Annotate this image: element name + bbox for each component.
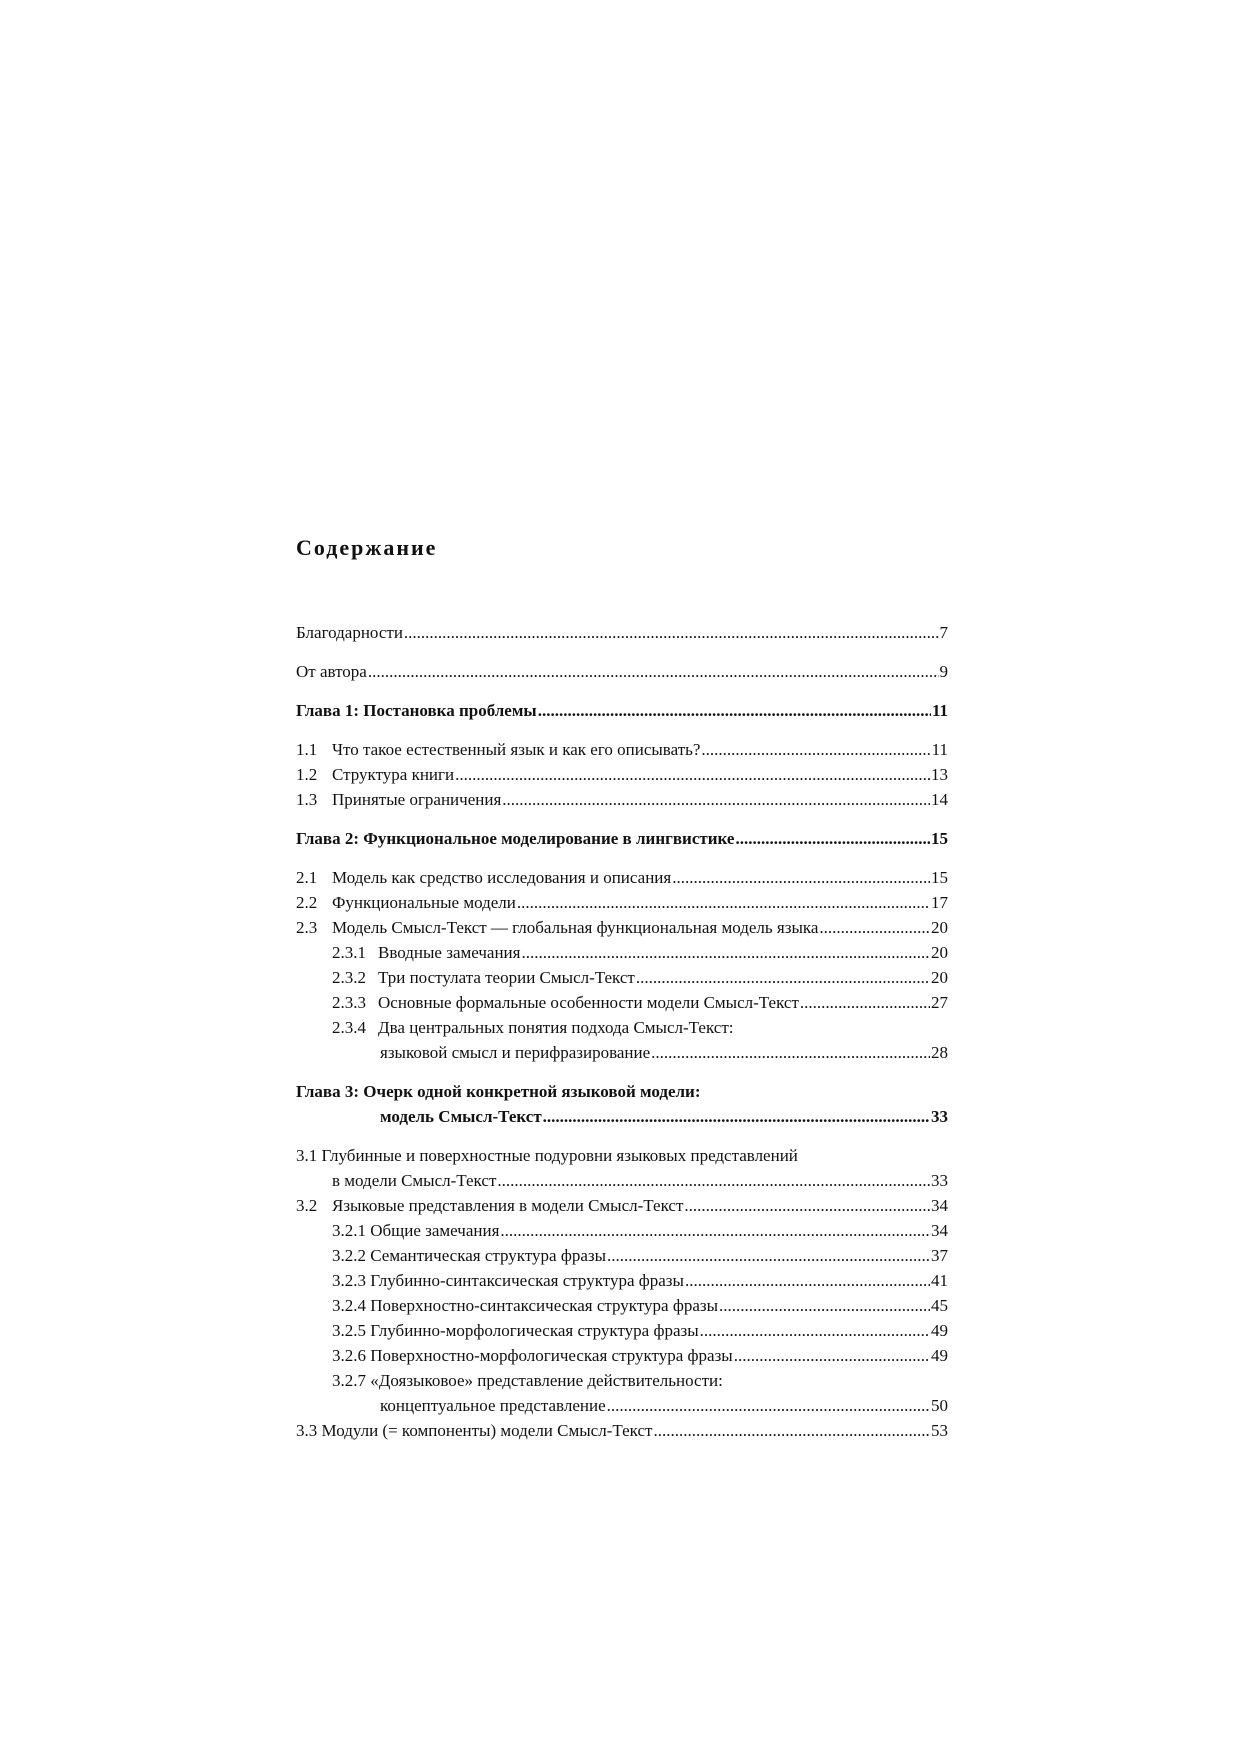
dot-leader bbox=[521, 940, 930, 965]
toc-entry-page: 49 bbox=[931, 1346, 948, 1365]
toc-entry-label: Глава 2: Функциональное моделирование в лингвистике bbox=[296, 829, 735, 848]
toc-subsection-2-3-4-cont[interactable] bbox=[296, 1040, 948, 1065]
dot-leader bbox=[455, 762, 930, 787]
dot-leader bbox=[538, 698, 931, 723]
toc-entry-page: 17 bbox=[931, 893, 948, 912]
toc-entry-page: 20 bbox=[931, 918, 948, 937]
toc-entry-label: 3.2.7 «Доязыковое» представление действительности: bbox=[332, 1371, 723, 1390]
toc-entry-page: 34 bbox=[931, 1221, 948, 1240]
toc-entry-label: 3.3 Модули (= компоненты) модели Смысл-Текст bbox=[296, 1421, 653, 1440]
toc-entry-page: 41 bbox=[931, 1271, 948, 1290]
toc-entry-label: Глава 1: Постановка проблемы bbox=[296, 701, 537, 720]
toc-section-3-1[interactable] bbox=[296, 1143, 948, 1168]
toc-entry-label: Принятые ограничения bbox=[332, 790, 502, 809]
toc-subsection-3-2-1[interactable] bbox=[296, 1218, 948, 1243]
toc-section-1-1[interactable] bbox=[296, 737, 948, 762]
toc-section-3-1-cont[interactable] bbox=[296, 1168, 948, 1193]
toc-subsection-2-3-1[interactable] bbox=[296, 940, 948, 965]
dot-leader bbox=[500, 1218, 930, 1243]
toc-subsection-3-2-5[interactable] bbox=[296, 1318, 948, 1343]
toc-subsection-3-2-7[interactable] bbox=[296, 1368, 948, 1393]
toc-entry-page: 11 bbox=[931, 740, 948, 759]
toc-entry-page: 15 bbox=[931, 868, 948, 887]
toc-entry-label: Три постулата теории Смысл-Текст bbox=[378, 968, 635, 987]
toc-entry-label: Два центральных понятия подхода Смысл-Текст: bbox=[378, 1018, 734, 1037]
dot-leader bbox=[607, 1243, 930, 1268]
dot-leader bbox=[719, 1293, 930, 1318]
table-of-contents bbox=[296, 620, 948, 1443]
toc-entry-number: 2.3.4 bbox=[332, 1018, 366, 1037]
toc-entry-page: 34 bbox=[931, 1196, 948, 1215]
page-title: Содержание bbox=[296, 535, 438, 560]
toc-entry-label: Глава 3: Очерк одной конкретной языковой модели: bbox=[296, 1082, 701, 1101]
toc-entry-number: 1.1 bbox=[296, 740, 318, 759]
toc-chapter-2[interactable] bbox=[296, 826, 948, 851]
dot-leader bbox=[404, 620, 939, 645]
toc-entry-label: 3.2.6 Поверхностно-морфологическая структура фразы bbox=[332, 1346, 733, 1365]
toc-entry-from-author[interactable] bbox=[296, 659, 948, 684]
toc-entry-label: Благодарности bbox=[296, 623, 403, 642]
toc-section-1-3[interactable] bbox=[296, 787, 948, 812]
dot-leader bbox=[735, 826, 930, 851]
toc-entry-label: в модели Смысл-Текст bbox=[332, 1171, 497, 1190]
toc-entry-label: 3.2.4 Поверхностно-синтаксическая структура фразы bbox=[332, 1296, 719, 1315]
toc-entry-page: 13 bbox=[931, 765, 948, 784]
toc-entry-label: От автора bbox=[296, 662, 367, 681]
toc-entry-page: 15 bbox=[931, 829, 948, 848]
toc-entry-page: 14 bbox=[931, 790, 948, 809]
dot-leader bbox=[517, 890, 930, 915]
toc-entry-label: концептуальное представление bbox=[380, 1396, 606, 1415]
toc-entry-label: Модель как средство исследования и описания bbox=[332, 868, 672, 887]
toc-entry-acknowledgements[interactable] bbox=[296, 620, 948, 645]
toc-subsection-2-3-4[interactable] bbox=[296, 1015, 948, 1040]
dot-leader bbox=[700, 1318, 930, 1343]
toc-entry-page: 11 bbox=[931, 701, 948, 720]
toc-subsection-3-2-3[interactable] bbox=[296, 1268, 948, 1293]
toc-entry-label: Структура книги bbox=[332, 765, 455, 784]
toc-entry-page: 20 bbox=[931, 943, 948, 962]
toc-entry-label: Языковые представления в модели Смысл-Текст bbox=[332, 1196, 684, 1215]
toc-entry-label: Основные формальные особенности модели Смысл-Текст bbox=[378, 993, 799, 1012]
dot-leader bbox=[497, 1168, 930, 1193]
toc-subsection-3-2-2[interactable] bbox=[296, 1243, 948, 1268]
toc-entry-page: 50 bbox=[931, 1396, 948, 1415]
toc-subsection-3-2-4[interactable] bbox=[296, 1293, 948, 1318]
dot-leader bbox=[651, 1040, 930, 1065]
toc-entry-label: Что такое естественный язык и как его описывать? bbox=[332, 740, 701, 759]
toc-entry-number: 3.2 bbox=[296, 1196, 318, 1215]
dot-leader bbox=[502, 787, 930, 812]
toc-entry-page: 53 bbox=[931, 1421, 948, 1440]
toc-entry-label: Модель Смысл-Текст — глобальная функциональная модель языка bbox=[332, 918, 819, 937]
toc-section-2-3[interactable] bbox=[296, 915, 948, 940]
toc-subsection-2-3-3[interactable] bbox=[296, 990, 948, 1015]
toc-entry-number: 2.1 bbox=[296, 868, 318, 887]
toc-entry-page: 37 bbox=[931, 1246, 948, 1265]
toc-entry-label: Функциональные модели bbox=[332, 893, 516, 912]
dot-leader bbox=[607, 1393, 930, 1418]
toc-entry-number: 2.3.3 bbox=[332, 993, 366, 1012]
toc-entry-label: Вводные замечания bbox=[378, 943, 521, 962]
toc-section-3-3[interactable] bbox=[296, 1418, 948, 1443]
toc-entry-label: 3.1 Глубинные и поверхностные подуровни языковых представлений bbox=[296, 1146, 798, 1165]
toc-entry-number: 2.3.2 bbox=[332, 968, 366, 987]
toc-chapter-1[interactable] bbox=[296, 698, 948, 723]
toc-entry-page: 7 bbox=[939, 623, 948, 642]
toc-entry-page: 28 bbox=[931, 1043, 948, 1062]
toc-entry-label: 3.2.3 Глубинно-синтаксическая структура фразы bbox=[332, 1271, 684, 1290]
dot-leader bbox=[701, 737, 930, 762]
toc-section-2-1[interactable] bbox=[296, 865, 948, 890]
toc-entry-number: 1.2 bbox=[296, 765, 318, 784]
toc-section-3-2[interactable] bbox=[296, 1193, 948, 1218]
toc-entry-number: 2.3.1 bbox=[332, 943, 366, 962]
toc-subsection-2-3-2[interactable] bbox=[296, 965, 948, 990]
toc-entry-page: 20 bbox=[931, 968, 948, 987]
toc-entry-number: 2.2 bbox=[296, 893, 318, 912]
toc-entry-label: 3.2.1 Общие замечания bbox=[332, 1221, 500, 1240]
dot-leader bbox=[543, 1104, 930, 1129]
toc-section-1-2[interactable] bbox=[296, 762, 948, 787]
dot-leader bbox=[734, 1343, 930, 1368]
dot-leader bbox=[685, 1268, 930, 1293]
toc-chapter-3[interactable] bbox=[296, 1079, 948, 1104]
toc-entry-label: языковой смысл и перифразирование bbox=[380, 1043, 651, 1062]
dot-leader bbox=[800, 990, 930, 1015]
toc-chapter-3-cont[interactable] bbox=[296, 1104, 948, 1129]
toc-subsection-3-2-6[interactable] bbox=[296, 1343, 948, 1368]
dot-leader bbox=[636, 965, 930, 990]
toc-section-2-2[interactable] bbox=[296, 890, 948, 915]
dot-leader bbox=[672, 865, 930, 890]
toc-entry-page: 45 bbox=[931, 1296, 948, 1315]
toc-entry-page: 27 bbox=[931, 993, 948, 1012]
toc-entry-page: 33 bbox=[931, 1171, 948, 1190]
toc-subsection-3-2-7-cont[interactable] bbox=[296, 1393, 948, 1418]
toc-entry-number: 2.3 bbox=[296, 918, 318, 937]
dot-leader bbox=[684, 1193, 930, 1218]
toc-entry-number: 1.3 bbox=[296, 790, 318, 809]
toc-entry-label: 3.2.5 Глубинно-морфологическая структура фразы bbox=[332, 1321, 699, 1340]
dot-leader bbox=[368, 659, 939, 684]
toc-entry-page: 33 bbox=[931, 1107, 948, 1126]
dot-leader bbox=[819, 915, 930, 940]
toc-entry-page: 49 bbox=[931, 1321, 948, 1340]
toc-entry-page: 9 bbox=[939, 662, 948, 681]
dot-leader bbox=[653, 1418, 930, 1443]
toc-entry-label: модель Смысл-Текст bbox=[380, 1107, 542, 1126]
toc-entry-label: 3.2.2 Семантическая структура фразы bbox=[332, 1246, 607, 1265]
